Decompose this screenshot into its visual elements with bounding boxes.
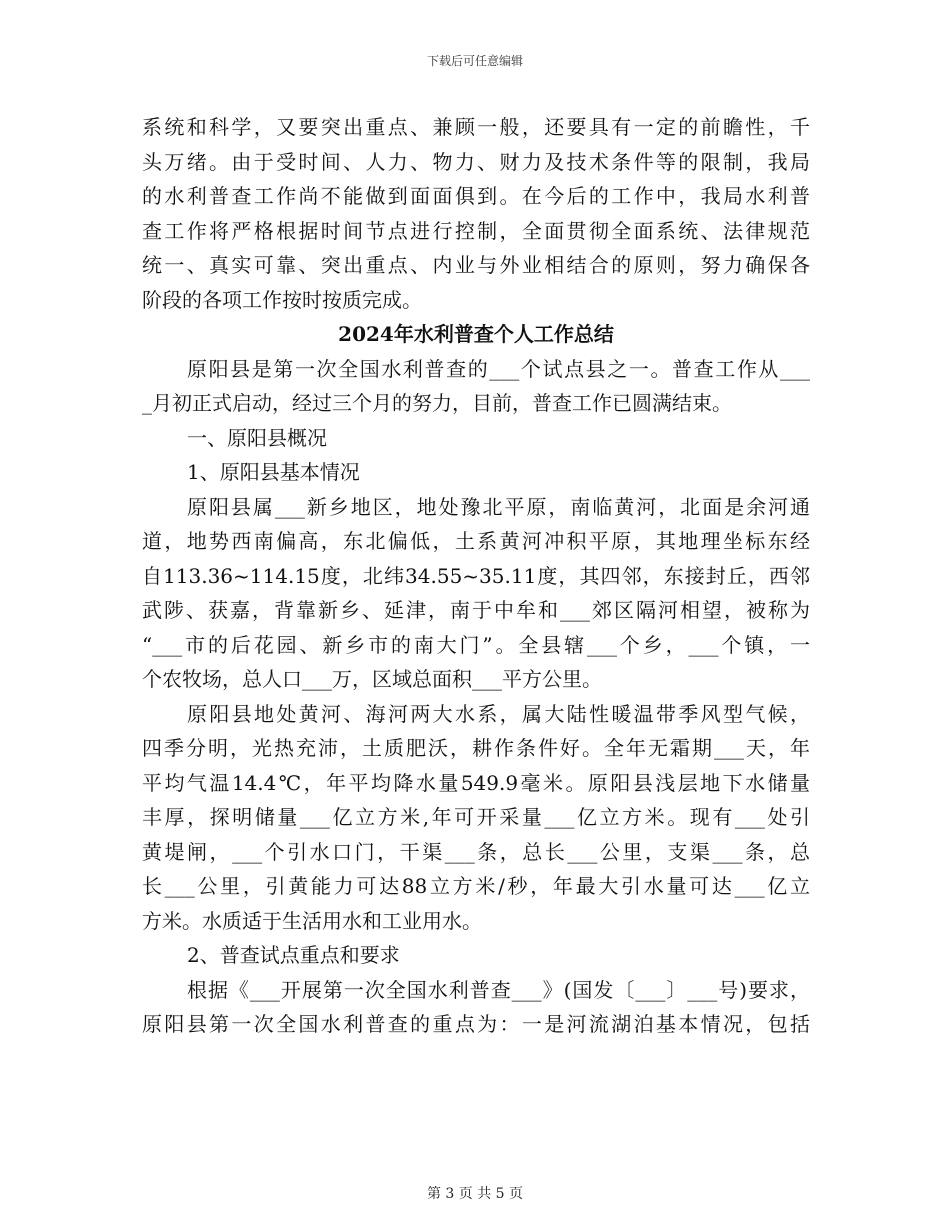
text-line: 头万绪。由于受时间、人力、物力、财力及技术条件等的限制，我局 [142, 149, 810, 174]
heading-level2: 2、普查试点重点和要求 [187, 943, 400, 967]
text-line: “___市的后花园、新乡市的南大门”。全县辖___个乡，___个镇，一 [142, 632, 810, 657]
text-line: 道，地势西南偏高，东北偏低，土系黄河冲积平原，其地理坐标东经 [142, 529, 810, 553]
text-line: 长___公里，引黄能力可达88立方米/秒，年最大引水量可达___亿立 [142, 874, 810, 898]
text-line: 黄堤闸，___个引水口门，干渠___条，总长___公里，支渠___条，总 [142, 839, 810, 864]
text-line: 根据《___开展第一次全国水利普查___》(国发〔___〕___号)要求， [187, 977, 810, 1002]
text-line: 原阳县属___新乡地区，地处豫北平原，南临黄河，北面是余河通 [187, 494, 810, 519]
section-title: 2024年水利普查个人工作总结 [338, 322, 614, 346]
text-line: 原阳县第一次全国水利普查的重点为：一是河流湖泊基本情况，包括 [142, 1012, 810, 1036]
text-line: 自113.36~114.15度，北纬34.55~35.11度，其四邻，东接封丘，西邻 [142, 563, 810, 588]
text-line: _月初正式启动，经过三个月的努力，目前，普查工作已圆满结束。 [142, 391, 732, 415]
text-line: 系统和科学，又要突出重点、兼顾一般，还要具有一定的前瞻性，千 [142, 115, 810, 139]
heading-level2: 1、原阳县基本情况 [187, 460, 360, 484]
text-line: 原阳县地处黄河、海河两大水系，属大陆性暖温带季风型气候， [187, 701, 810, 726]
page-header: 下载后可任意编辑 [426, 54, 523, 68]
text-line: 个农牧场，总人口___万，区域总面积___平方公里。 [142, 667, 602, 691]
text-line: 平均气温14.4℃，年平均降水量549.9毫米。原阳县浅层地下水储量 [142, 770, 810, 795]
text-line: 方米。水质适于生活用水和工业用水。 [142, 908, 482, 933]
document-body [142, 110, 810, 1042]
text-line: 统一、真实可靠、突出重点、内业与外业相结合的原则，努力确保各 [142, 253, 810, 277]
text-line: 原阳县是第一次全国水利普查的___个试点县之一。普查工作从___ [187, 356, 810, 381]
text-line: 阶段的各项工作按时按质完成。 [142, 287, 422, 312]
page-footer: 第 3 页 共 5 页 [426, 1186, 524, 1202]
text-line: 四季分明，光热充沛，土质肥沃，耕作条件好。全年无霜期___天，年 [142, 736, 810, 760]
text-line: 丰厚，探明储量___亿立方米,年可开采量___亿立方米。现有___处引 [142, 805, 810, 829]
text-line: 的水利普查工作尚不能做到面面俱到。在今后的工作中，我局水利普 [142, 184, 810, 208]
text-line: 武陟、获嘉，背靠新乡、延津，南于中牟和___郊区隔河相望，被称为 [142, 598, 810, 622]
heading-level1: 一、原阳县概况 [187, 425, 327, 450]
text-line: 查工作将严格根据时间节点进行控制，全面贯彻全面系统、法律规范 [142, 218, 810, 243]
